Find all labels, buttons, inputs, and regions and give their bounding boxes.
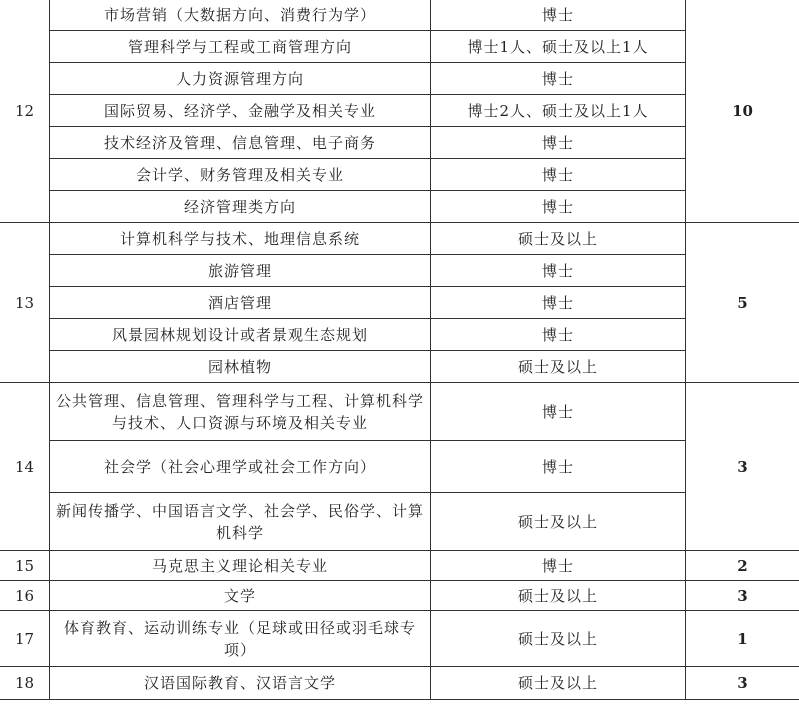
- degree-cell: 博士: [431, 0, 686, 31]
- degree-cell: 硕士及以上: [431, 581, 686, 611]
- degree-cell: 博士: [431, 255, 686, 287]
- group-total: 1: [686, 611, 799, 667]
- degree-cell: 博士1人、硕士及以上1人: [431, 31, 686, 63]
- major-cell: 风景园林规划设计或者景观生态规划: [50, 319, 431, 351]
- table-row: [0, 127, 799, 159]
- group-total: 3: [686, 667, 799, 700]
- degree-cell: 博士: [431, 441, 686, 493]
- table-row: [0, 441, 799, 493]
- group-number: 13: [0, 223, 50, 383]
- group-number: 14: [0, 383, 50, 551]
- degree-cell: 博士: [431, 159, 686, 191]
- table-row: [0, 95, 799, 127]
- table-row: [0, 581, 799, 611]
- group-total: 2: [686, 551, 799, 581]
- table-row: [0, 551, 799, 581]
- degree-cell: 硕士及以上: [431, 223, 686, 255]
- major-cell: 市场营销（大数据方向、消费行为学）: [50, 0, 431, 31]
- group-total: 3: [686, 581, 799, 611]
- major-cell: 马克思主义理论相关专业: [50, 551, 431, 581]
- table-row: [0, 383, 799, 441]
- degree-cell: 博士: [431, 63, 686, 95]
- group-number: 17: [0, 611, 50, 667]
- major-cell: 计算机科学与技术、地理信息系统: [50, 223, 431, 255]
- degree-cell: 博士: [431, 287, 686, 319]
- major-cell: 园林植物: [50, 351, 431, 383]
- table-row: [0, 0, 799, 31]
- major-cell: 社会学（社会心理学或社会工作方向）: [50, 441, 431, 493]
- major-cell: 体育教育、运动训练专业（足球或田径或羽毛球专项）: [50, 611, 431, 667]
- degree-cell: 博士: [431, 127, 686, 159]
- degree-cell: 博士: [431, 319, 686, 351]
- major-cell: 管理科学与工程或工商管理方向: [50, 31, 431, 63]
- degree-cell: 博士: [431, 191, 686, 223]
- major-cell: 人力资源管理方向: [50, 63, 431, 95]
- degree-cell: 硕士及以上: [431, 611, 686, 667]
- group-total: 10: [686, 0, 799, 223]
- major-cell: 旅游管理: [50, 255, 431, 287]
- major-cell: 汉语国际教育、汉语言文学: [50, 667, 431, 700]
- group-number: 18: [0, 667, 50, 700]
- group-number: 12: [0, 0, 50, 223]
- table-row: [0, 351, 799, 383]
- degree-cell: 硕士及以上: [431, 493, 686, 551]
- major-cell: 文学: [50, 581, 431, 611]
- table-row: [0, 63, 799, 95]
- table-row: [0, 287, 799, 319]
- table-row: [0, 223, 799, 255]
- degree-cell: 硕士及以上: [431, 667, 686, 700]
- group-number: 16: [0, 581, 50, 611]
- major-cell: 酒店管理: [50, 287, 431, 319]
- group-total: 5: [686, 223, 799, 383]
- major-cell: 公共管理、信息管理、管理科学与工程、计算机科学与技术、人口资源与环境及相关专业: [50, 383, 431, 441]
- major-cell: 国际贸易、经济学、金融学及相关专业: [50, 95, 431, 127]
- table-row: [0, 611, 799, 667]
- degree-cell: 博士: [431, 383, 686, 441]
- group-number: 15: [0, 551, 50, 581]
- table-row: [0, 191, 799, 223]
- table-row: [0, 159, 799, 191]
- degree-cell: 博士2人、硕士及以上1人: [431, 95, 686, 127]
- table-row: [0, 667, 799, 700]
- table-row: [0, 493, 799, 551]
- group-total: 3: [686, 383, 799, 551]
- major-cell: 会计学、财务管理及相关专业: [50, 159, 431, 191]
- major-cell: 经济管理类方向: [50, 191, 431, 223]
- major-cell: 新闻传播学、中国语言文学、社会学、民俗学、计算机科学: [50, 493, 431, 551]
- table-row: [0, 255, 799, 287]
- major-cell: 技术经济及管理、信息管理、电子商务: [50, 127, 431, 159]
- degree-cell: 博士: [431, 551, 686, 581]
- table-row: [0, 319, 799, 351]
- degree-cell: 硕士及以上: [431, 351, 686, 383]
- table-row: [0, 31, 799, 63]
